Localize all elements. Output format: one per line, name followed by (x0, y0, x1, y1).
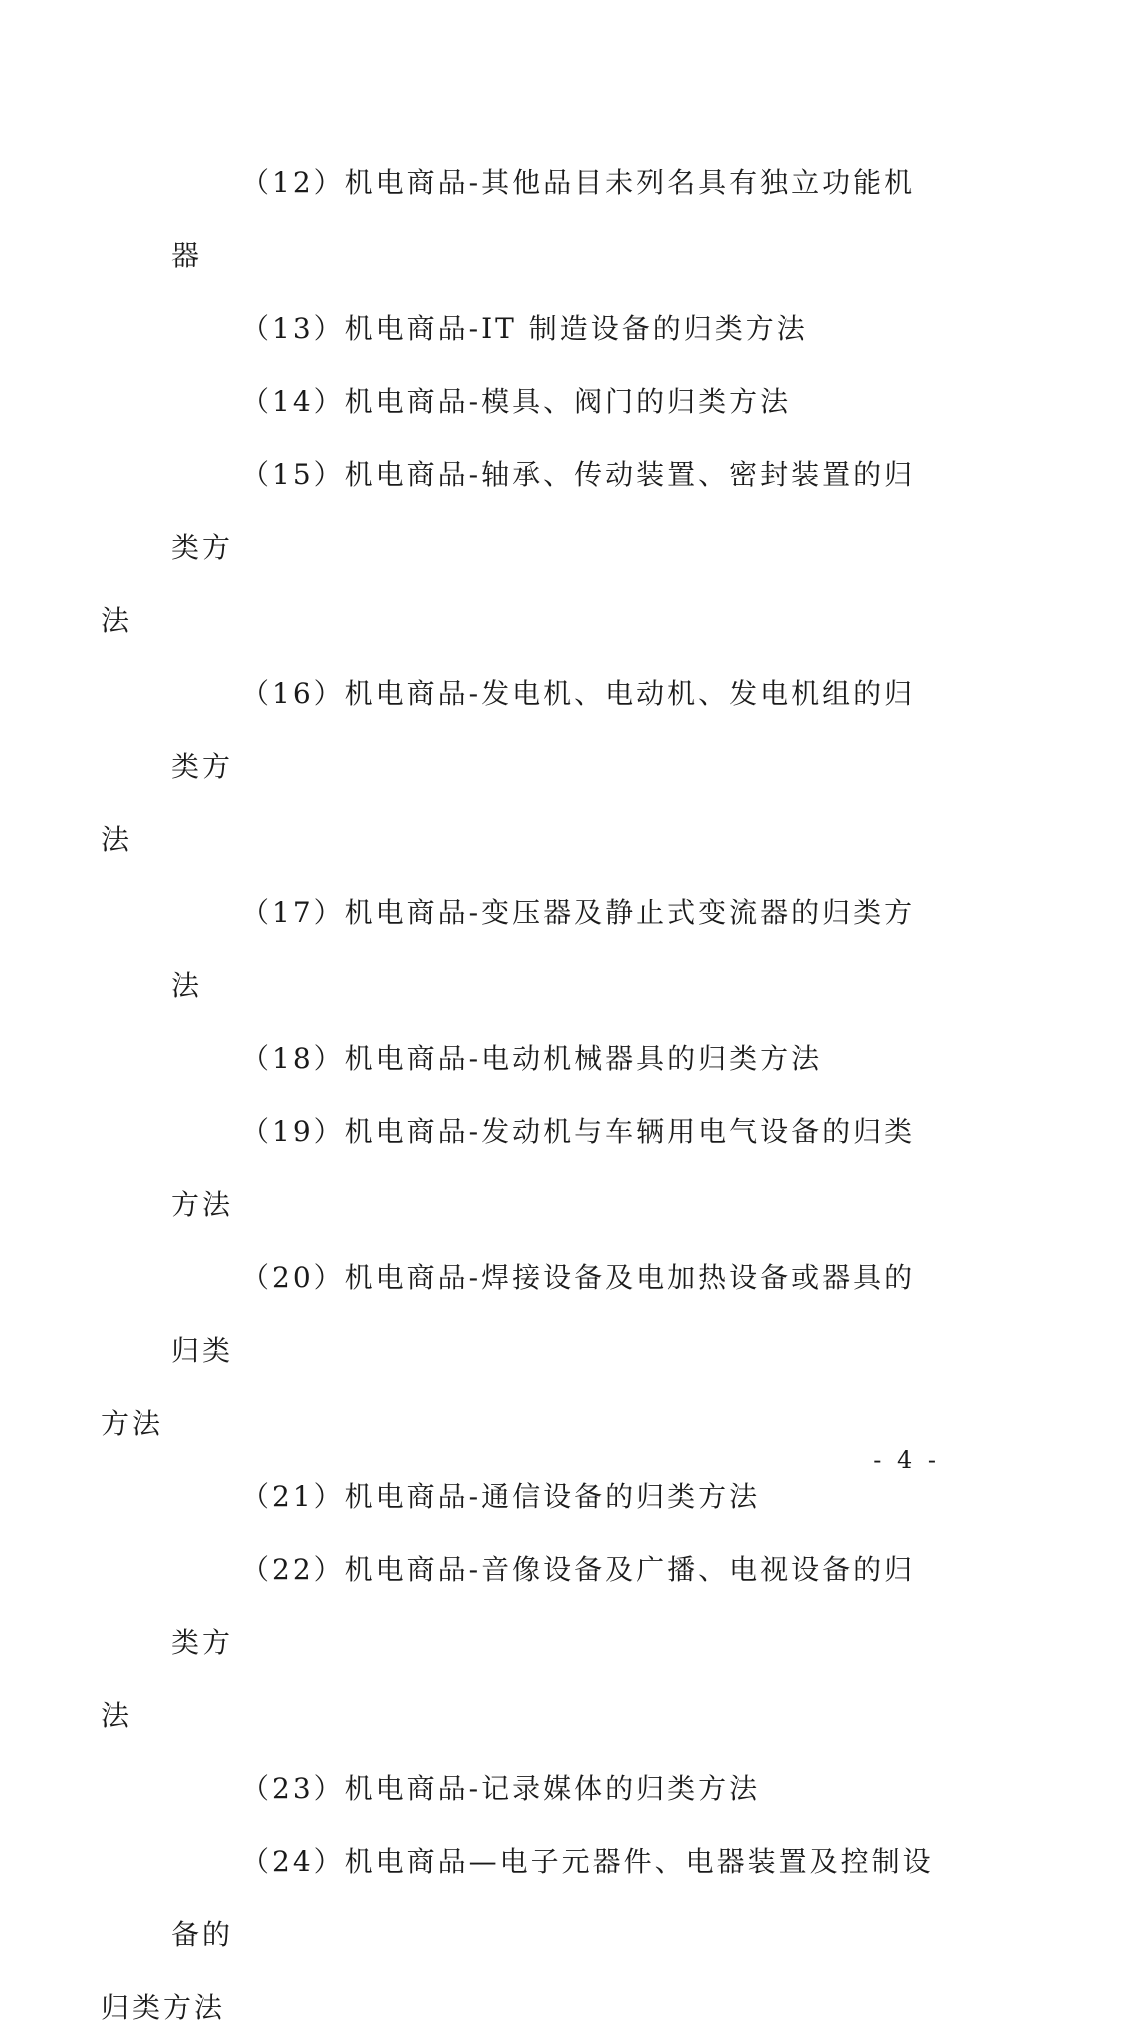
list-item (101, 1825, 946, 2044)
item-text: （14）机电商品-模具、阀门的归类方法 (241, 385, 792, 418)
page-number: - 4 - (873, 1446, 940, 1474)
item-text: （15）机电商品-轴承、传动装置、密封装置的归类方 (171, 458, 916, 564)
list-item (171, 1460, 946, 1533)
item-text-continuation: 法 (101, 604, 133, 637)
list-item (101, 438, 946, 657)
item-text: （23）机电商品-记录媒体的归类方法 (241, 1772, 761, 1805)
item-text: （16）机电商品-发电机、电动机、发电机组的归类方 (171, 677, 916, 783)
item-text-continuation: 法 (101, 1699, 133, 1732)
item-text: （13）机电商品-IT 制造设备的归类方法 (241, 312, 808, 345)
list-item (101, 1241, 946, 1460)
item-text: （17）机电商品-变压器及静止式变流器的归类方法 (171, 896, 916, 1002)
item-list (101, 146, 946, 2044)
item-text: （21）机电商品-通信设备的归类方法 (241, 1480, 761, 1513)
list-item (171, 1095, 946, 1241)
list-item (171, 876, 946, 1022)
item-text: （20）机电商品-焊接设备及电加热设备或器具的归类 (171, 1261, 916, 1367)
list-item (101, 657, 946, 876)
item-text: （18）机电商品-电动机械器具的归类方法 (241, 1042, 823, 1075)
list-item (171, 292, 946, 365)
list-item (171, 146, 946, 292)
item-text-continuation: 归类方法 (101, 1991, 226, 2024)
list-item (171, 1022, 946, 1095)
item-text-continuation: 方法 (101, 1407, 164, 1440)
item-text: （24）机电商品—电子元器件、电器装置及控制设备的 (171, 1845, 934, 1951)
item-text: （12）机电商品-其他品目未列名具有独立功能机器 (171, 166, 916, 272)
list-item (171, 1752, 946, 1825)
item-text-continuation: 法 (101, 823, 133, 856)
item-text: （19）机电商品-发动机与车辆用电气设备的归类方法 (171, 1115, 916, 1221)
list-item (101, 1533, 946, 1752)
item-text: （22）机电商品-音像设备及广播、电视设备的归类方 (171, 1553, 916, 1659)
list-item (171, 365, 946, 438)
